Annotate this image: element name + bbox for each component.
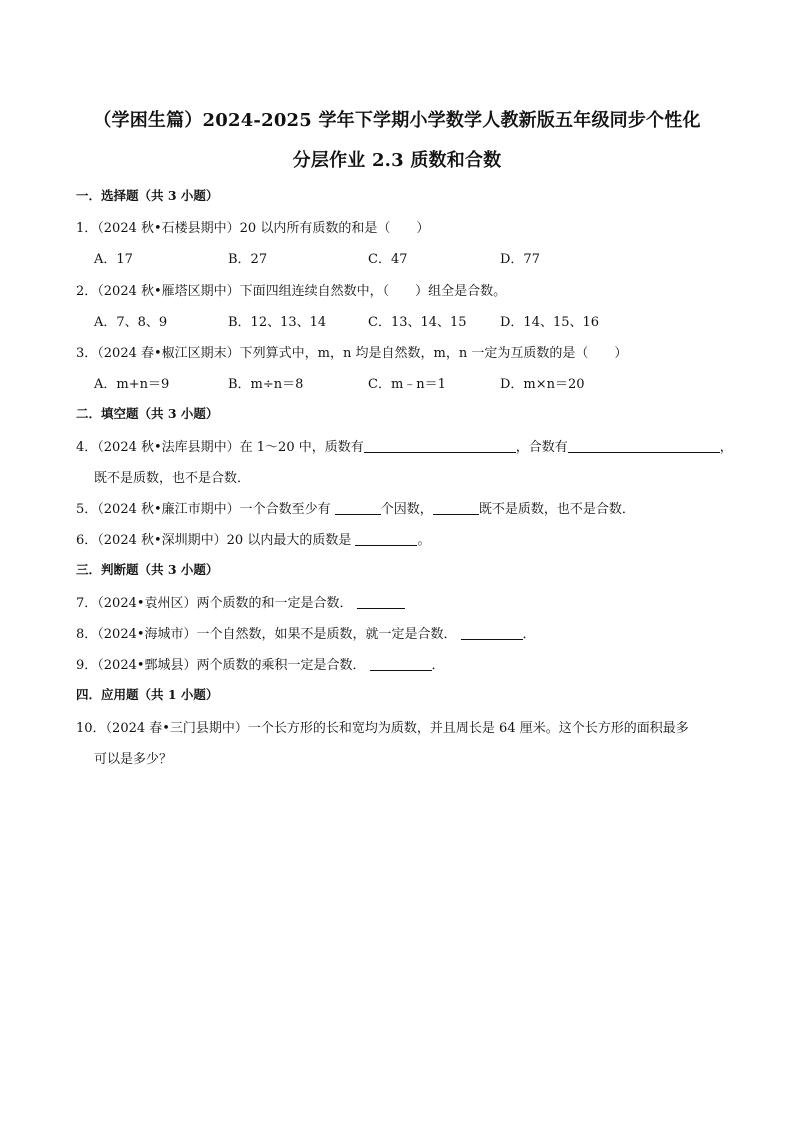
question-4	[76, 436, 733, 455]
q9-end-text: ．	[431, 658, 445, 673]
q5-answer-blank-2[interactable]	[433, 500, 479, 515]
q7-answer-blank[interactable]	[357, 594, 405, 609]
question-8	[76, 623, 536, 642]
q3-option-d: D．m×n＝20	[500, 377, 585, 392]
doc-title-line2: 分层作业 2.3 质数和合数	[292, 150, 502, 171]
q5-end-text: 既不是质数，也不是合数．	[478, 502, 635, 517]
doc-title-line1: （学困生篇）2024-2025 学年下学期小学数学人教新版五年级同步个性化	[93, 110, 701, 131]
q2-option-c: C．13、14、15	[368, 315, 467, 330]
section-heading-choice: 一．选择题（共 3 小题）	[76, 188, 219, 203]
q5-answer-blank-1[interactable]	[335, 500, 381, 515]
q4-answer-blank-composites[interactable]	[568, 438, 720, 453]
q1-option-b: B．27	[228, 252, 268, 267]
question-7	[76, 592, 405, 611]
q1-option-a: A．17	[94, 252, 133, 267]
q1-option-c: C．47	[368, 252, 408, 267]
section-heading-application: 四．应用题（共 1 小题）	[76, 687, 219, 702]
q6-end-text: 。	[417, 533, 431, 548]
q9-answer-blank[interactable]	[370, 656, 432, 671]
q3-option-a: A．m+n＝9	[94, 377, 170, 392]
q4-mid-text: ，合数有	[515, 440, 568, 455]
q2-option-b: B．12、13、14	[228, 315, 327, 330]
q3-option-b: B．m÷n＝8	[228, 377, 304, 392]
q8-answer-blank[interactable]	[461, 625, 523, 640]
section-heading-fill: 二．填空题（共 3 小题）	[76, 406, 219, 421]
q8-text: 8．（2024•海城市）一个自然数，如果不是质数，就一定是合数．	[76, 627, 457, 642]
question-6	[76, 529, 430, 548]
q2-option-d: D．14、15、16	[500, 315, 600, 330]
q3-option-c: C．m﹣n＝1	[368, 377, 446, 392]
question-10: 10．（2024 春•三门县期中）一个长方形的长和宽均为质数，并且周长是 64 厘米。这个长方形的面积最多	[76, 721, 689, 736]
section-heading-judge: 三．判断题（共 3 小题）	[76, 562, 219, 577]
question-1: 1．（2024 秋•石楼县期中）20 以内所有质数的和是（ ）	[76, 221, 430, 236]
question-2: 2．（2024 秋•雁塔区期中）下面四组连续自然数中，（ ）组全是合数。	[76, 284, 507, 299]
q8-end-text: ．	[522, 627, 536, 642]
question-10-cont: 可以是多少？	[94, 752, 173, 767]
question-4-cont: 既不是质数，也不是合数．	[94, 471, 251, 486]
q7-text: 7．（2024•袁州区）两个质数的和一定是合数．	[76, 596, 353, 611]
question-5	[76, 498, 635, 517]
q2-option-a: A．7、8、9	[94, 315, 168, 330]
q9-text: 9．（2024•鄄城县）两个质数的乘积一定是合数．	[76, 658, 366, 673]
q4-answer-blank-primes[interactable]	[364, 438, 516, 453]
q4-end-text: ，	[719, 440, 733, 455]
q5-text: 5．（2024 秋•廉江市期中）一个合数至少有	[76, 502, 335, 517]
q6-text: 6．（2024 秋•深圳期中）20 以内最大的质数是	[76, 533, 356, 548]
q6-answer-blank[interactable]	[355, 531, 417, 546]
q4-text: 4．（2024 秋•法库县期中）在 1～20 中，质数有	[76, 440, 364, 455]
q1-option-d: D．77	[500, 252, 540, 267]
question-3: 3．（2024 春•椒江区期末）下列算式中，m，n 均是自然数，m，n 一定为互质数的是（ ）	[76, 346, 628, 361]
q5-mid-text: 个因数，	[380, 502, 433, 517]
question-9	[76, 654, 445, 673]
